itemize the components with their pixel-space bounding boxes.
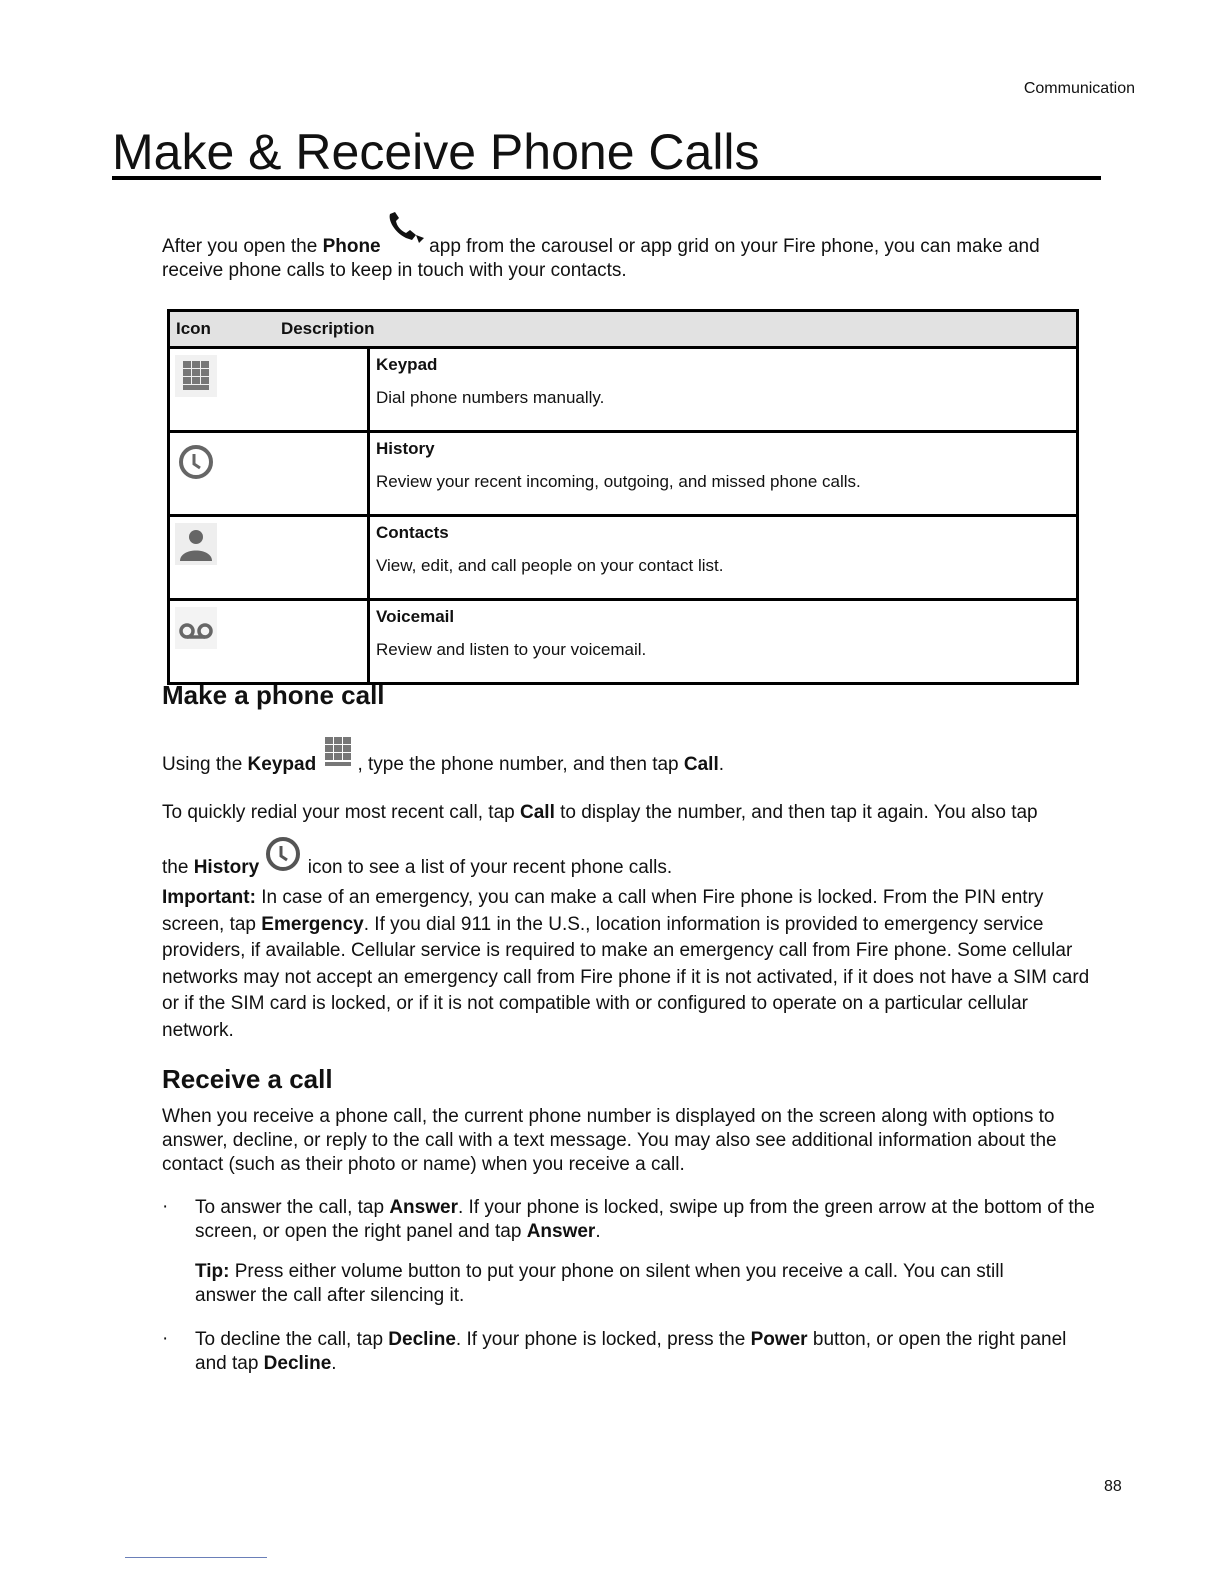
- tip-note: [195, 1260, 1065, 1308]
- row-description: Dial phone numbers manually.: [376, 388, 605, 407]
- bullet: ·: [162, 1196, 169, 1217]
- history-label: History: [193, 857, 260, 878]
- row-name: Voicemail: [376, 607, 455, 626]
- text: to display the number, and then tap it again. You also tap: [554, 802, 1038, 823]
- make-call-p3: [162, 847, 672, 885]
- intro-paragraph: [162, 222, 1092, 283]
- table-row: [169, 348, 1078, 432]
- keypad-icon: [321, 734, 357, 770]
- table-row: [169, 432, 1078, 516]
- header-description: Description: [280, 319, 375, 338]
- decline-bullet: [195, 1328, 1075, 1376]
- row-name: Contacts: [376, 523, 449, 542]
- emergency-label: Emergency: [261, 913, 364, 935]
- answer-label: Answer: [389, 1197, 458, 1218]
- text: , type the phone number, and then tap: [357, 754, 684, 775]
- row-name: Keypad: [376, 355, 438, 374]
- keypad-icon: [175, 355, 217, 397]
- table-header: [169, 311, 1078, 348]
- icon-cell: [169, 432, 369, 516]
- row-description: Review and listen to your voicemail.: [376, 640, 647, 659]
- table-header-row: [169, 311, 1078, 348]
- description-cell: [369, 600, 1078, 684]
- text: To quickly redial your most recent call, tap: [162, 802, 520, 823]
- important-note: [162, 885, 1092, 1044]
- answer-label: Answer: [526, 1221, 596, 1242]
- make-call-heading: Make a phone call: [162, 680, 385, 710]
- text: After you open the: [162, 236, 323, 257]
- call-label: Call: [520, 802, 555, 823]
- page-title: Make & Receive Phone Calls: [112, 124, 1101, 180]
- text: the: [162, 857, 194, 878]
- description-cell: [369, 516, 1078, 600]
- icon-table: [167, 309, 1079, 685]
- keypad-label: Keypad: [247, 754, 317, 775]
- make-call-p1: [162, 744, 724, 780]
- text: To decline the call, tap: [195, 1329, 389, 1350]
- text: icon to see a list of your recent phone calls.: [302, 857, 673, 878]
- text: Using the: [162, 754, 248, 775]
- text: .: [718, 754, 725, 775]
- icon-cell: [169, 516, 369, 600]
- receive-call-heading: Receive a call: [162, 1064, 333, 1094]
- make-call-p2: [162, 801, 1038, 825]
- text: . If your phone is locked, press the: [455, 1329, 751, 1350]
- history-icon: [175, 439, 217, 481]
- decline-label: Decline: [263, 1353, 332, 1374]
- text: To answer the call, tap: [195, 1197, 390, 1218]
- text: In case of an emergency, you can make a call when Fire phone is locked. From the PIN entry screen, tap: [162, 887, 1044, 935]
- description-cell: [369, 432, 1078, 516]
- bullet: ·: [162, 1328, 169, 1349]
- row-description: Review your recent incoming, outgoing, and missed phone calls.: [376, 472, 861, 491]
- call-label: Call: [683, 754, 719, 775]
- icon-cell: [169, 600, 369, 684]
- description-cell: [369, 348, 1078, 432]
- phone-label: Phone: [322, 236, 381, 257]
- power-label: Power: [750, 1329, 808, 1350]
- text: app from the carousel or app grid on your Fire phone, you can make and receive phone calls to keep in touch with your contacts.: [162, 236, 1040, 281]
- voicemail-icon: [175, 607, 217, 649]
- important-label: Important:: [162, 887, 256, 908]
- footnote-divider: [125, 1557, 267, 1558]
- row-name: History: [376, 439, 435, 458]
- receive-call-p1: When you receive a phone call, the current phone number is displayed on the screen along with options to answer, decline, or reply to the call with a text message. You may also see additional information about the contact (such as their photo or name) when you receive a call.: [162, 1106, 1057, 1175]
- header-icon: Icon: [176, 319, 211, 338]
- text: .: [331, 1353, 337, 1374]
- history-icon: [264, 835, 302, 873]
- text: button, or open the right panel and tap: [195, 1329, 1067, 1374]
- text: .: [595, 1221, 601, 1242]
- icon-cell: [169, 348, 369, 432]
- tip-label: Tip:: [195, 1261, 230, 1282]
- section-header: Communication: [1023, 80, 1135, 97]
- answer-bullet: [195, 1196, 1095, 1244]
- phone-icon: [386, 210, 424, 240]
- contacts-icon: [175, 523, 217, 565]
- decline-label: Decline: [388, 1329, 456, 1350]
- text: . If your phone is locked, swipe up from the green arrow at the bottom of the screen, or open the right panel and tap: [195, 1197, 1095, 1242]
- page-number: 88: [1104, 1478, 1122, 1495]
- row-description: View, edit, and call people on your contact list.: [376, 556, 724, 575]
- text: Press either volume button to put your phone on silent when you receive a call. You can still answer the call after silencing it.: [195, 1261, 1004, 1306]
- text: . If you dial 911 in the U.S., location information is provided to emergency service providers, if available. Cellular service is required to make an emergency call from Fire phone. Some cellular networks may not accept an emergency call from Fire phone if it is not activated, if it does not have a SIM card or if the SIM card is locked, or if it is not compatible with or configured to operate on a particular cellular network.: [162, 913, 1090, 1041]
- table-row: [169, 516, 1078, 600]
- table-row: [169, 600, 1078, 684]
